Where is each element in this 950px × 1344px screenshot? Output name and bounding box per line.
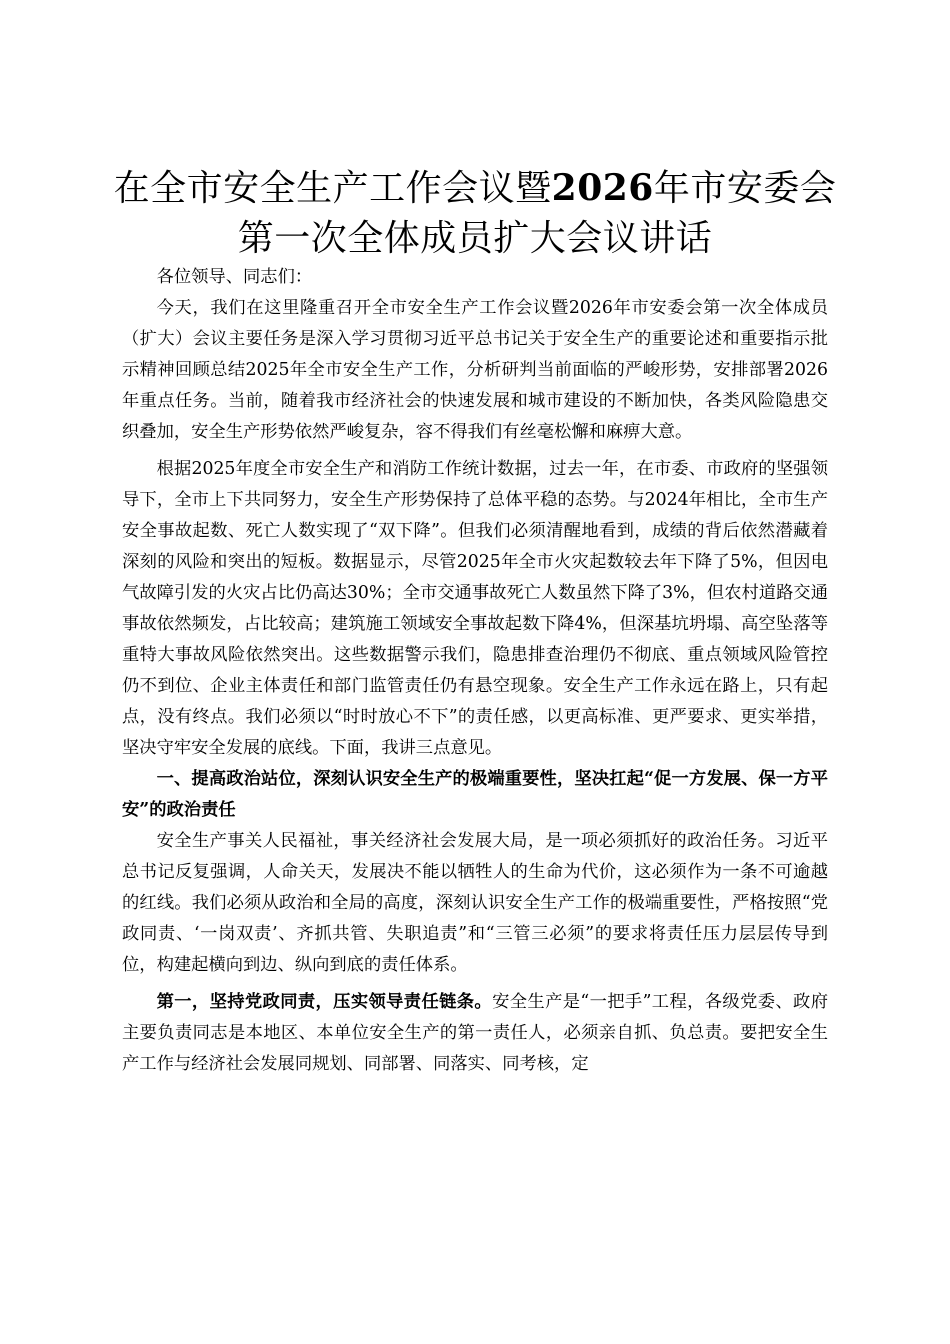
paragraph-first-point <box>122 987 828 1080</box>
paragraph-statistics: 根据2025年度全市安全生产和消防工作统计数据，过去一年，在市委、市政府的坚强领导下，全市上下共同努力，安全生产形势保持了总体平稳的态势。与2024年相比，全市生产安全事故起数、死亡人数实现了“双下降”。但我们必须清醒地看到，成绩的背后依然潜藏着深刻的风险和突出的短板。数据显示，尽管2025年全市火灾起数较去年下降了5%，但因电气故障引发的火灾占比仍高达30%；全市交通事故死亡人数虽然下降了3%，但农村道路交通事故依然频发，占比较高；建筑施工领域安全事故起数下降4%，但深基坑坍塌、高空坠落等重特大事故风险依然突出。这些数据警示我们，隐患排查治理仍不彻底、重点领域风险管控仍不到位、企业主体责任和部门监管责任仍有悬空现象。安全生产工作永远在路上，只有起点，没有终点。我们必须以“时时放心不下”的责任感，以更高标准、更严要求、更实举措，坚决守牢安全发展的底线。下面，我讲三点意见。 <box>122 459 828 758</box>
document-title <box>110 163 840 264</box>
paragraph-opening: 今天，我们在这里隆重召开全市安全生产工作会议暨2026年市安委会第一次全体成员（扩大）会议主要任务是深入学习贯彻习近平总书记关于安全生产的重要论述和重要指示批示精神回顾总结2025年全市安全生产工作，分析研判当前面临的严峻形势，安排部署2026年重点任务。当前，随着我市经济社会的快速发展和城市建设的不断加快，各类风险隐患交织叠加，安全生产形势依然严峻复杂，容不得我们有丝毫松懈和麻痹大意。 <box>122 298 828 442</box>
first-point-text: 安全生产是“一把手”工程，各级党委、政府主要负责同志是本地区、本单位安全生产的第一责任人，必须亲自抓、负总责。要把安全生产工作与经济社会发展同规划、同部署、同落实、同考核，定 <box>122 992 828 1074</box>
title-line2: 第一次全体成员扩大会议讲话 <box>237 218 713 259</box>
paragraph-political-responsibility: 安全生产事关人民福祉，事关经济社会发展大局，是一项必须抓好的政治任务。习近平总书记反复强调，人命关天，发展决不能以牺牲人的生命为代价，这必须作为一条不可逾越的红线。我们必须从政治和全局的高度，深刻认识安全生产工作的极端重要性，严格按照“党政同责、‘一岗双责’、齐抓共管、失职追责”和“三管三必须”的要求将责任压力层层传导到位，构建起横向到边、纵向到底的责任体系。 <box>122 831 828 975</box>
first-point-lead: 第一，坚持党政同责，压实领导责任链条。 <box>156 992 493 1012</box>
document-body <box>122 262 828 1080</box>
title-line1: 在全市安全生产工作会议暨2026年市安委会 <box>113 167 837 209</box>
section-heading-1: 一、提高政治站位，深刻认识安全生产的极端重要性，坚决扛起“促一方发展、保一方平安”的政治责任 <box>122 769 828 820</box>
salutation: 各位领导、同志们： <box>156 267 313 287</box>
